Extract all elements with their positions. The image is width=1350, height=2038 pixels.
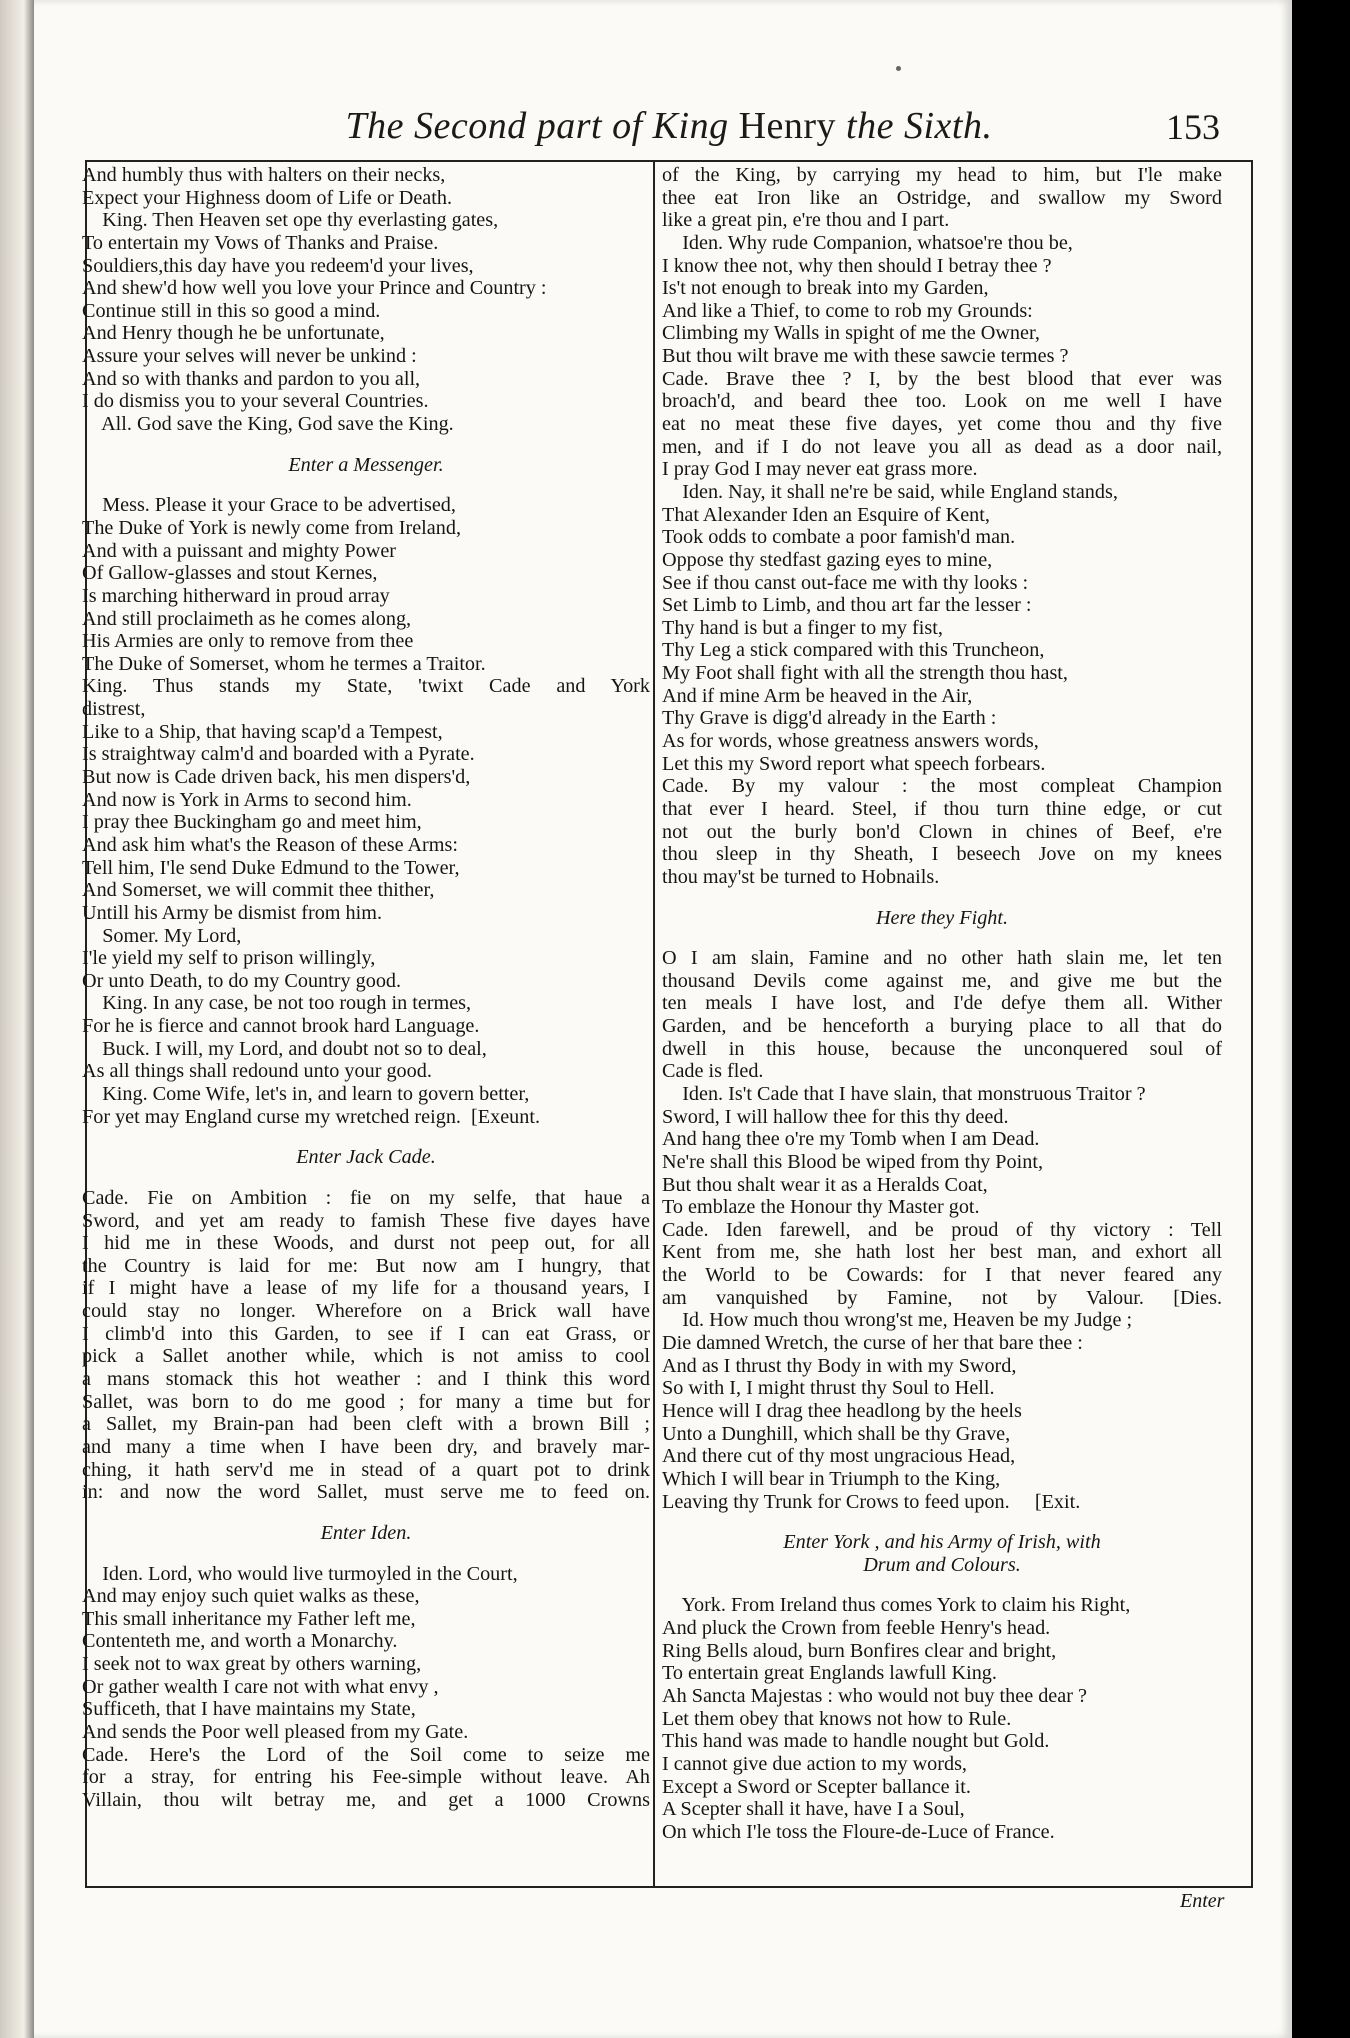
- text-line: And so with thanks and pardon to you all,: [82, 367, 421, 390]
- column-divider: [653, 160, 655, 1888]
- stage-direction: Enter a Messenger.: [288, 453, 444, 476]
- line-spacer: [662, 1513, 1222, 1531]
- text-line: Unto a Dunghill, which shall be thy Grave,: [662, 1422, 1011, 1445]
- previous-page-edge: [0, 0, 34, 2038]
- text-line: Souldiers,this day have you redeem'd your lives,: [82, 254, 474, 277]
- text-line: I climb'd into this Garden, to see if I can eat Grass, or: [82, 1322, 650, 1345]
- text-line: I do dismiss you to your several Countries.: [82, 390, 429, 413]
- text-line: Iden. Lord, who would live turmoyled in the Court,: [82, 1562, 518, 1585]
- text-line: Mess. Please it your Grace to be advertised,: [82, 494, 456, 517]
- text-line: I'le yield my self to prison willingly,: [82, 947, 376, 970]
- ink-speck: [896, 66, 901, 71]
- text-line: Let this my Sword report what speech forbears.: [662, 752, 1046, 775]
- text-line: And with a puissant and mighty Power: [82, 539, 397, 562]
- text-line: Except a Sword or Scepter ballance it.: [662, 1775, 971, 1798]
- text-line: Cade. Fie on Ambition : fie on my selfe, that haue a: [82, 1186, 650, 1209]
- text-line: that ever I heard. Steel, if thou turn thine edge, or cut: [662, 797, 1222, 820]
- text-line: Let them obey that knows not how to Rule.: [662, 1707, 1012, 1730]
- text-line: Thy Leg a stick compared with this Truncheon,: [662, 639, 1045, 662]
- text-line: thee eat Iron like an Ostridge, and swallow my Sword: [662, 186, 1222, 209]
- text-line: Untill his Army be dismist from him.: [82, 901, 383, 924]
- running-head-prefix: The Second part of King: [345, 105, 729, 147]
- text-line: ching, it hath serv'd me in stead of a quart pot to drink: [82, 1458, 650, 1481]
- text-line: Continue still in this so good a mind.: [82, 299, 381, 322]
- text-line: Set Limb to Limb, and thou art far the lesser :: [662, 594, 1032, 617]
- text-line: Cade. Brave thee ? I, by the best blood that ever was: [662, 367, 1222, 390]
- text-line: Or unto Death, to do my Country good.: [82, 969, 402, 992]
- text-line: a Sallet, my Brain-pan had been cleft with a brown Bill ;: [82, 1413, 650, 1436]
- text-line: Cade. Iden farewell, and be proud of thy victory : Tell: [662, 1218, 1222, 1241]
- text-line: Is straightway calm'd and boarded with a Pyrate.: [82, 743, 475, 766]
- text-line: I hid me in these Woods, and durst not peep out, for all: [82, 1232, 650, 1255]
- text-line: in: and now the word Sallet, must serve me to feed on.: [82, 1481, 650, 1504]
- text-line: And humbly thus with halters on their necks,: [82, 164, 446, 186]
- text-line: dwell in this house, because the unconquered soul of: [662, 1037, 1222, 1060]
- text-line: Contenteth me, and worth a Monarchy.: [82, 1630, 398, 1653]
- text-line: King. Then Heaven set ope thy everlasting gates,: [82, 209, 499, 232]
- text-line: Or gather wealth I care not with what envy ,: [82, 1675, 439, 1698]
- text-line: A Scepter shall it have, have I a Soul,: [662, 1798, 965, 1821]
- text-line: I seek not to wax great by others warning,: [82, 1653, 422, 1676]
- text-line: could stay no longer. Wherefore on a Brick wall have: [82, 1300, 650, 1323]
- text-line: That Alexander Iden an Esquire of Kent,: [662, 503, 990, 526]
- text-line: And now is York in Arms to second him.: [82, 788, 412, 811]
- line-spacer: [82, 1128, 650, 1146]
- text-line: And shew'd how well you love your Prince and Country :: [82, 277, 547, 300]
- text-line: thou may'st be turned to Hobnails.: [662, 865, 940, 888]
- right-column: [662, 164, 1222, 1843]
- text-line: But thou shalt wear it as a Heralds Coat,: [662, 1173, 988, 1196]
- text-line: Buck. I will, my Lord, and doubt not so to deal,: [82, 1037, 487, 1060]
- text-line: Iden. Is't Cade that I have slain, that monstruous Traitor ?: [662, 1082, 1146, 1105]
- text-line: a mans stomack this hot weather : and I think this word: [82, 1368, 650, 1391]
- text-line: thou sleep in thy Sheath, I beseech Jove on my knees: [662, 843, 1222, 866]
- text-line: Of Gallow-glasses and stout Kernes,: [82, 562, 378, 585]
- line-spacer: [82, 436, 650, 454]
- line-spacer: [82, 1545, 650, 1563]
- text-line: Sword, and yet am ready to famish These five dayes have: [82, 1209, 650, 1232]
- text-line: As all things shall redound unto your good.: [82, 1060, 432, 1083]
- text-line: This hand was made to handle nought but Gold.: [662, 1730, 1050, 1753]
- text-line: To entertain my Vows of Thanks and Praise.: [82, 231, 439, 254]
- scan-background: [1292, 0, 1350, 2038]
- text-line: Cade. Here's the Lord of the Soil come to seize me: [82, 1743, 650, 1766]
- text-line: Villain, thou wilt betray me, and get a 1000 Crowns: [82, 1788, 650, 1811]
- text-line: I know thee not, why then should I betray thee ?: [662, 254, 1052, 277]
- text-line: And hang thee o're my Tomb when I am Dead.: [662, 1128, 1040, 1151]
- text-line: Is marching hitherward in proud array: [82, 584, 390, 607]
- text-line: Kent from me, she hath lost her best man, and exhort all: [662, 1241, 1222, 1264]
- text-line: Sallet, was born to do me good ; for many a time but for: [82, 1390, 650, 1413]
- text-line: Like to a Ship, that having scap'd a Tempest,: [82, 720, 443, 743]
- text-line: For he is fierce and cannot brook hard Language.: [82, 1015, 480, 1038]
- text-line: Oppose thy stedfast gazing eyes to mine,: [662, 548, 993, 571]
- text-line: I cannot give due action to my words,: [662, 1752, 967, 1775]
- text-line: His Armies are only to remove from thee: [82, 630, 414, 653]
- text-line: for a stray, for entring his Fee-simple without leave. Ah: [82, 1766, 650, 1789]
- text-line: King. Thus stands my State, 'twixt Cade and York: [82, 675, 650, 698]
- text-line: King. In any case, be not too rough in termes,: [82, 992, 472, 1015]
- text-line: Cade. By my valour : the most compleat Champion: [662, 775, 1222, 798]
- text-line: And still proclaimeth as he comes along,: [82, 607, 412, 630]
- text-line: And like a Thief, to come to rob my Grounds:: [662, 299, 1033, 322]
- text-line: For yet may England curse my wretched reign. [Exeunt.: [82, 1105, 541, 1128]
- text-line: And sends the Poor well pleased from my Gate.: [82, 1721, 469, 1743]
- text-line: Is't not enough to break into my Garden,: [662, 277, 989, 300]
- text-line: And Henry though he be unfortunate,: [82, 322, 385, 345]
- left-column: [82, 164, 650, 1812]
- text-line: pick a Sallet another while, which is not amiss to cool: [82, 1345, 650, 1368]
- line-spacer: [662, 889, 1222, 907]
- text-line: This small inheritance my Father left me,: [82, 1607, 416, 1630]
- text-line: ten meals I have lost, and I'de defye them all. Wither: [662, 992, 1222, 1015]
- text-line: Iden. Why rude Companion, whatsoe're thou be,: [662, 231, 1073, 254]
- page-number: 153: [1166, 107, 1220, 147]
- text-line: Leaving thy Trunk for Crows to feed upon. [Exit.: [662, 1490, 1081, 1513]
- text-line: Ne're shall this Blood be wiped from thy Point,: [662, 1150, 1043, 1173]
- line-spacer: [82, 1504, 650, 1522]
- text-line: And ask him what's the Reason of these Arms:: [82, 833, 458, 856]
- catchword: Enter: [1180, 1890, 1225, 1912]
- text-line: I pray God I may never eat grass more.: [662, 458, 978, 481]
- text-line: eat no meat these five dayes, yet come thou and thy five: [662, 413, 1222, 436]
- text-line: O I am slain, Famine and no other hath slain me, let ten: [662, 947, 1222, 970]
- line-spacer: [662, 1576, 1222, 1594]
- text-line: thousand Devils come against me, and give me but the: [662, 969, 1222, 992]
- text-line: the Country is laid for me: But now am I hungry, that: [82, 1254, 650, 1277]
- text-line: Sufficeth, that I have maintains my State,: [82, 1698, 416, 1721]
- text-line: Garden, and be henceforth a burying place to all that do: [662, 1015, 1222, 1038]
- text-line: See if thou canst out-face me with thy looks :: [662, 571, 1029, 594]
- text-line: And if mine Arm be heaved in the Air,: [662, 684, 973, 707]
- text-line: Climbing my Walls in spight of me the Owner,: [662, 322, 1040, 345]
- stage-direction: Enter Iden.: [320, 1521, 412, 1544]
- text-line: Tell him, I'le send Duke Edmund to the Tower,: [82, 856, 460, 879]
- text-line: Took odds to combate a poor famish'd man.: [662, 526, 1016, 549]
- text-line: To entertain great Englands lawfull King.: [662, 1662, 997, 1685]
- text-line: Thy Grave is digg'd already in the Earth :: [662, 707, 997, 730]
- stage-direction: Here they Fight.: [875, 906, 1009, 929]
- text-line: like a great pin, e're thou and I part.: [662, 209, 950, 232]
- text-line: Assure your selves will never be unkind :: [82, 345, 417, 368]
- line-spacer: [662, 929, 1222, 947]
- text-line: All. God save the King, God save the King.: [82, 413, 454, 436]
- text-line: Sword, I will hallow thee for this thy deed.: [662, 1105, 1009, 1128]
- text-line: To emblaze the Honour thy Master got.: [662, 1196, 980, 1219]
- running-head: [85, 104, 1253, 156]
- text-line: Die damned Wretch, the curse of her that bare thee :: [662, 1332, 1083, 1355]
- running-head-suffix: the Sixth.: [846, 105, 993, 147]
- text-line: But thou wilt brave me with these sawcie termes ?: [662, 345, 1069, 368]
- text-line: The Duke of York is newly come from Ireland,: [82, 516, 461, 539]
- running-head-name: Henry: [738, 105, 837, 147]
- text-line: distrest,: [82, 698, 146, 721]
- text-line: and many a time when I have been dry, and bravely mar-: [82, 1435, 650, 1458]
- text-line: of the King, by carrying my head to him, but I'le make: [662, 164, 1222, 186]
- text-line: Cade is fled.: [662, 1060, 764, 1083]
- text-line: But now is Cade driven back, his men dispers'd,: [82, 766, 471, 789]
- text-line: men, and if I do not leave you all as dead as a door nail,: [662, 435, 1222, 458]
- text-line: On which I'le toss the Floure-de-Luce of France.: [662, 1820, 1055, 1843]
- text-line: As for words, whose greatness answers words,: [662, 730, 1039, 753]
- text-line: Which I will bear in Triumph to the King,: [662, 1467, 1001, 1490]
- text-line: So with I, I might thrust thy Soul to Hell.: [662, 1377, 995, 1400]
- text-line: My Foot shall fight with all the strength thou hast,: [662, 662, 1068, 685]
- text-line: Expect your Highness doom of Life or Death.: [82, 186, 453, 209]
- text-line: And Somerset, we will commit thee thither,: [82, 879, 435, 902]
- text-line: And as I thrust thy Body in with my Sword,: [662, 1354, 1017, 1377]
- text-line: not out the burly bon'd Clown in chines of Beef, e're: [662, 820, 1222, 843]
- text-line: am vanquished by Famine, not by Valour. [Dies.: [662, 1286, 1222, 1309]
- text-line: York. From Ireland thus comes York to claim his Right,: [662, 1594, 1131, 1617]
- text-line: Ah Sancta Majestas : who would not buy thee dear ?: [662, 1685, 1087, 1707]
- text-line: Ring Bells aloud, burn Bonfires clear and bright,: [662, 1639, 1057, 1662]
- text-line: And pluck the Crown from feeble Henry's head.: [662, 1617, 1051, 1640]
- line-spacer: [82, 1169, 650, 1187]
- text-line: I pray thee Buckingham go and meet him,: [82, 811, 422, 834]
- text-line: Iden. Nay, it shall ne're be said, while England stands,: [662, 480, 1118, 503]
- stage-direction: Enter York , and his Army of Irish, with: [783, 1531, 1101, 1554]
- text-line: broach'd, and beard thee too. Look on me well I have: [662, 390, 1222, 413]
- text-line: Somer. My Lord,: [82, 924, 242, 947]
- line-spacer: [82, 476, 650, 494]
- text-line: And may enjoy such quiet walks as these,: [82, 1585, 420, 1608]
- text-line: Thy hand is but a finger to my fist,: [662, 616, 943, 639]
- text-line: King. Come Wife, let's in, and learn to govern better,: [82, 1082, 530, 1105]
- text-line: The Duke of Somerset, whom he termes a Traitor.: [82, 652, 486, 675]
- text-line: the World to be Cowards: for I that never feared any: [662, 1264, 1222, 1287]
- text-line: And there cut of thy most ungracious Head,: [662, 1445, 1016, 1468]
- text-line: Id. How much thou wrong'st me, Heaven be my Judge ;: [662, 1309, 1133, 1332]
- text-line: if I might have a lease of my life for a thousand years, I: [82, 1277, 650, 1300]
- text-line: Hence will I drag thee headlong by the heels: [662, 1399, 1022, 1422]
- stage-direction: Drum and Colours.: [863, 1553, 1021, 1576]
- stage-direction: Enter Jack Cade.: [296, 1146, 436, 1169]
